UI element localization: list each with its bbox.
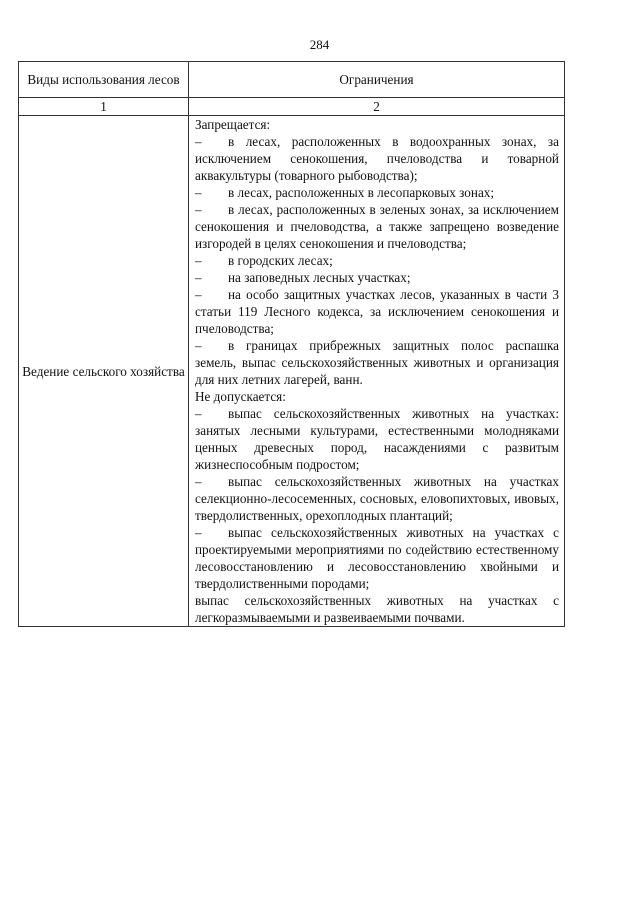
restrictions-table	[18, 61, 565, 627]
dash-marker: –	[195, 134, 202, 149]
dash-marker: –	[195, 338, 202, 353]
dash-marker: –	[195, 202, 202, 217]
list-item: – в лесах, расположенных в водоохранных зонах, за исключением сенокошения, пчеловодства и товарной аквакультуры (товарного рыбоводства);	[195, 134, 559, 183]
list-item: – на особо защитных участках лесов, указанных в части 3 статьи 119 Лесного кодекса, за исключением сенокошения и пчеловодства;	[195, 287, 559, 336]
prohibited-list	[195, 133, 559, 388]
column-number-1: 1	[19, 98, 189, 116]
table-number-row	[19, 98, 565, 116]
page-number: 284	[309, 37, 330, 52]
table-header-row	[19, 62, 565, 98]
list-item: – в лесах, расположенных в зеленых зонах, за исключением сенокошения и пчеловодства, а также запрещено возведение изгородей в целях сенокошения и пчеловодства;	[195, 202, 559, 251]
header-forest-use-types: Виды использования лесов	[19, 62, 189, 98]
header-restrictions: Ограничения	[189, 62, 565, 98]
dash-marker: –	[195, 253, 202, 268]
dash-marker: –	[195, 406, 202, 421]
list-item: – в границах прибрежных защитных полос распашка земель, выпас сельскохозяйственных животных и организация для них летних лагерей, ванн.	[195, 338, 559, 387]
not-allowed-heading: Не допускается:	[195, 389, 286, 404]
dash-marker: –	[195, 474, 202, 489]
not-allowed-list	[195, 405, 559, 592]
dash-marker: –	[195, 185, 202, 200]
list-item: – в лесах, расположенных в лесопарковых зонах;	[195, 185, 495, 200]
list-item: – на заповедных лесных участках;	[195, 270, 411, 285]
forest-use-type-cell: Ведение сельского хозяйства	[19, 116, 189, 627]
dash-marker: –	[195, 270, 202, 285]
final-paragraph: выпас сельскохозяйственных животных на участках с легкоразмываемыми и развеиваемыми почвами.	[195, 593, 559, 625]
restrictions-cell	[189, 116, 565, 627]
list-item: – выпас сельскохозяйственных животных на участках селекционно-лесосеменных, сосновых, еловопихтовых, ивовых, твердолиственных, орехоплодных плантаций;	[195, 474, 559, 523]
list-item: – в городских лесах;	[195, 253, 333, 268]
dash-marker: –	[195, 525, 202, 540]
table-row	[19, 116, 565, 627]
column-number-2: 2	[189, 98, 565, 116]
list-item: – выпас сельскохозяйственных животных на участках с проектируемыми мероприятиями по содействию естественному лесовосстановлению и лесовосстановлению хвойными и твердолиственными породами;	[195, 525, 559, 591]
dash-marker: –	[195, 287, 202, 302]
list-item: – выпас сельскохозяйственных животных на участках: занятых лесными культурами, естественными молодняками ценных древесных пород, насаждениями с развитым жизнеспособным подростом;	[195, 406, 559, 472]
prohibited-heading: Запрещается:	[195, 117, 271, 132]
